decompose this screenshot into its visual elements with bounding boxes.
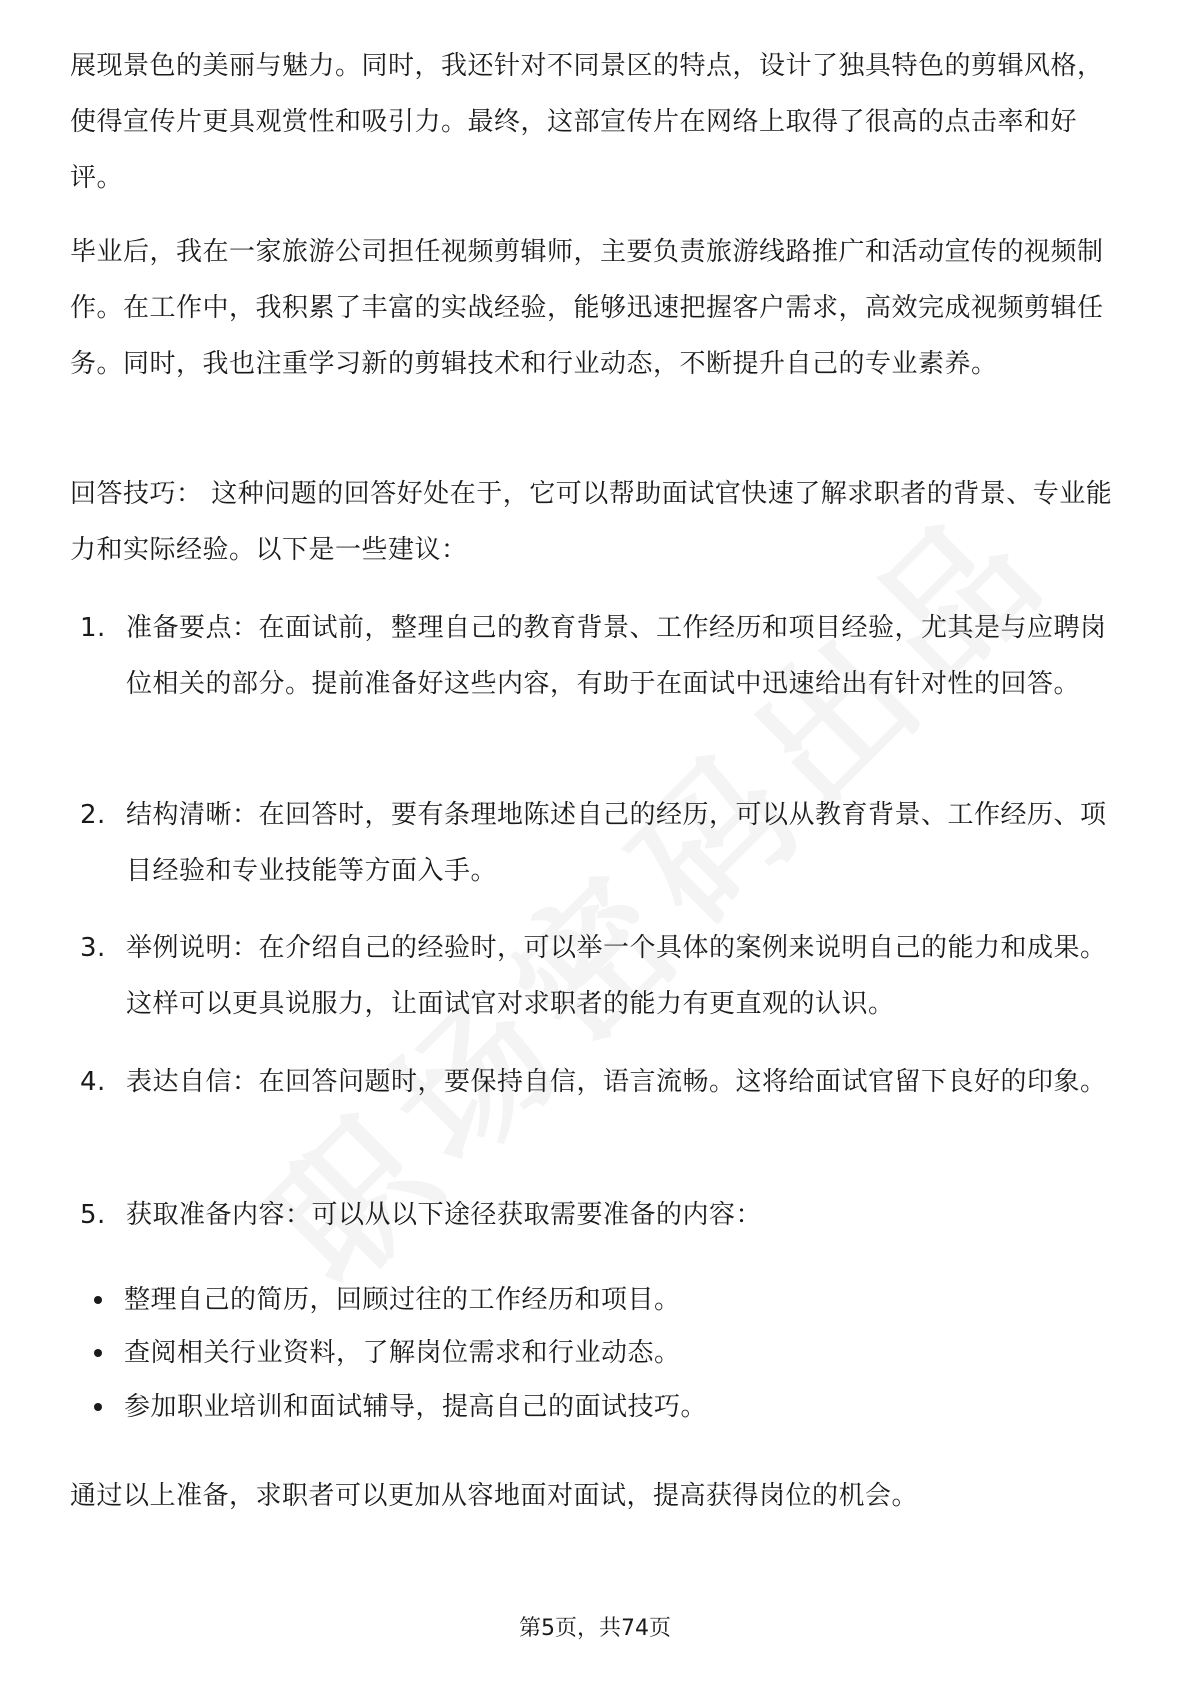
paragraph-work-experience: 毕业后，我在一家旅游公司担任视频剪辑师，主要负责旅游线路推广和活动宣传的视频制作。在工作中，我积累了丰富的实战经验，能够迅速把握客户需求，高效完成视频剪辑任务。同时，我也注重学习新的剪辑技术和行业动态，不断提升自己的专业素养。 (70, 237, 1104, 379)
bullet-item (94, 1379, 1114, 1435)
paragraph-answer-tips: 回答技巧： 这种问题的回答好处在于，它可以帮助面试官快速了解求职者的背景、专业能力和实际经验。以下是一些建议： (70, 479, 1113, 565)
list-item (80, 600, 1120, 712)
bullet-dot-icon (94, 1349, 102, 1357)
bullet-item-text: 查阅相关行业资料，了解岗位需求和行业动态。 (124, 1338, 681, 1368)
list-item-text: 表达自信：在回答问题时，要保持自信，语言流畅。这将给面试官留下良好的印象。 (126, 1067, 1107, 1097)
list-item-number: 1. (80, 613, 106, 643)
list-item-text: 获取准备内容：可以从以下途径获取需要准备的内容： (126, 1200, 763, 1230)
bullet-dot-icon (94, 1403, 102, 1411)
list-item (80, 1054, 1120, 1110)
paragraph-closing: 通过以上准备，求职者可以更加从容地面对面试，提高获得岗位的机会。 (70, 1481, 919, 1511)
list-item-number: 3. (80, 933, 106, 963)
paragraph-promo-video: 展现景色的美丽与魅力。同时，我还针对不同景区的特点，设计了独具特色的剪辑风格，使得宣传片更具观赏性和吸引力。最终，这部宣传片在网络上取得了很高的点击率和好评。 (70, 51, 1104, 193)
page-number: 第5页，共74页 (519, 1616, 671, 1641)
list-item-number: 5. (80, 1200, 106, 1230)
list-item (80, 787, 1120, 899)
list-item-text: 结构清晰：在回答时，要有条理地陈述自己的经历，可以从教育背景、工作经历、项目经验和专业技能等方面入手。 (126, 800, 1107, 886)
list-item-text: 举例说明：在介绍自己的经验时，可以举一个具体的案例来说明自己的能力和成果。这样可以更具说服力，让面试官对求职者的能力有更直观的认识。 (126, 933, 1107, 1019)
list-item-text: 准备要点：在面试前，整理自己的教育背景、工作经历和项目经验，尤其是与应聘岗位相关的部分。提前准备好这些内容，有助于在面试中迅速给出有针对性的回答。 (126, 613, 1107, 699)
bullet-item (94, 1325, 1114, 1381)
list-item (80, 1187, 1120, 1243)
list-item-number: 4. (80, 1067, 106, 1097)
bullet-item-text: 参加职业培训和面试辅导，提高自己的面试技巧。 (124, 1392, 708, 1422)
list-item (80, 920, 1120, 1032)
bullet-item-text: 整理自己的简历，回顾过往的工作经历和项目。 (124, 1285, 681, 1315)
bullet-item (94, 1272, 1114, 1328)
list-item-number: 2. (80, 800, 106, 830)
bullet-dot-icon (94, 1296, 102, 1304)
